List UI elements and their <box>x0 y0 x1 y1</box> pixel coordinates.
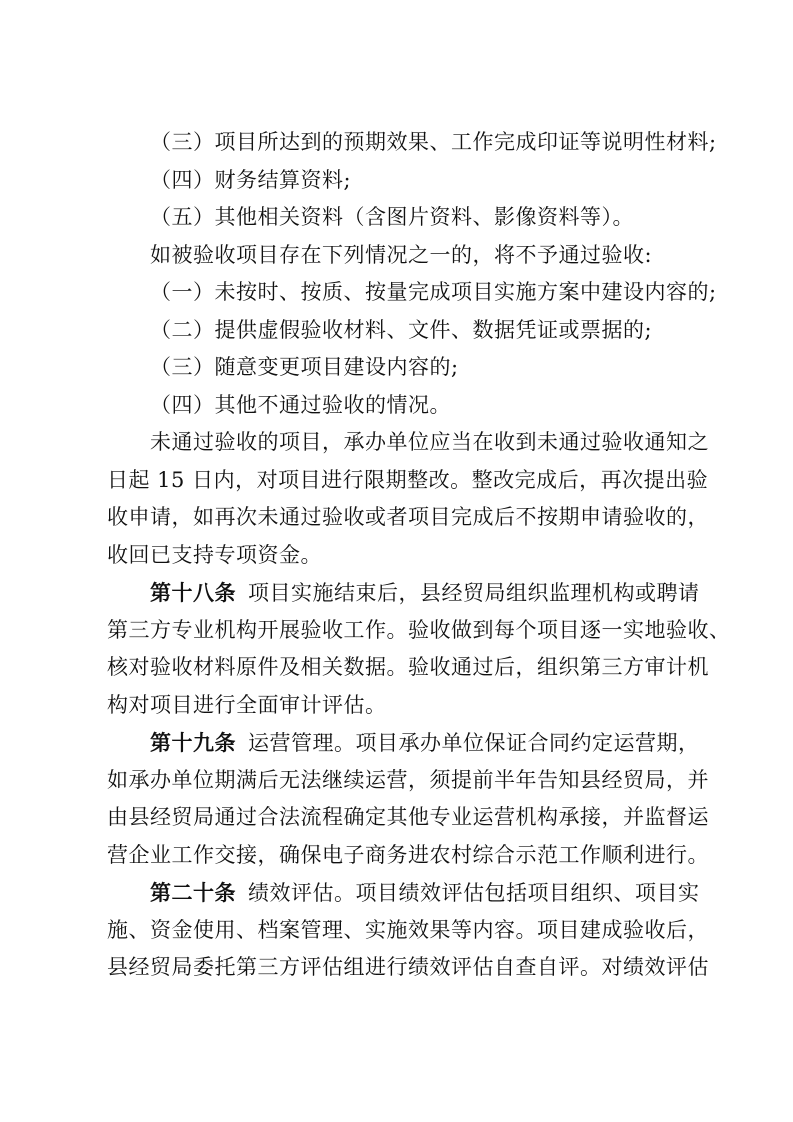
text-line <box>150 237 690 275</box>
article-heading: 第二十条 <box>150 880 236 905</box>
text-line-content: （一）未按时、按质、按量完成项目实施方案中建设内容的; <box>150 280 717 304</box>
text-line-content: 日起 15 日内，对项目进行限期整改。整改完成后，再次提出验 <box>107 467 709 492</box>
text-line-content: 运营管理。项目承办单位保证合同约定运营期， <box>248 731 700 755</box>
text-line <box>150 199 690 237</box>
text-line <box>107 462 709 500</box>
text-line-content: 由县经贸局通过合法流程确定其他专业运营机构承接，并监督运 <box>107 805 709 829</box>
article-heading: 第十九条 <box>150 730 236 755</box>
text-line <box>150 274 717 312</box>
text-line <box>107 799 709 837</box>
text-line <box>150 162 690 200</box>
text-line <box>150 349 690 387</box>
text-line <box>150 312 690 350</box>
article-19-line <box>150 724 700 762</box>
document-page <box>107 124 731 987</box>
text-line <box>107 649 709 687</box>
text-line-content: 核对验收材料原件及相关数据。验收通过后，组织第三方审计机 <box>107 655 709 679</box>
text-line <box>107 837 709 875</box>
text-line-content: 如被验收项目存在下列情况之一的，将不予通过验收: <box>150 242 653 267</box>
text-line-content: （二）提供虚假验收材料、文件、数据凭证或票据的; <box>150 317 653 342</box>
article-18-line <box>150 574 700 612</box>
text-line-content: 收申请，如再次未通过验收或者项目完成后不按期申请验收的， <box>107 505 709 529</box>
text-line <box>107 687 690 725</box>
text-line-content: 构对项目进行全面审计评估。 <box>107 692 387 717</box>
text-line-content: 如承办单位期满后无法继续运营，须提前半年告知县经贸局，并 <box>107 767 709 792</box>
text-line-content: 施、资金使用、档案管理、实施效果等内容。项目建成验收后， <box>107 917 709 942</box>
text-line-content: 收回已支持专项资金。 <box>107 542 322 567</box>
text-line <box>150 124 717 162</box>
text-line-content: 绩效评估。项目绩效评估包括项目组织、项目实 <box>248 881 700 905</box>
text-line <box>107 949 709 987</box>
text-line <box>107 912 709 950</box>
paragraph-start-line <box>150 424 709 462</box>
article-heading: 第十八条 <box>150 580 236 605</box>
text-line-content: 县经贸局委托第三方评估组进行绩效评估自查自评。对绩效评估 <box>107 955 709 979</box>
text-line <box>150 387 690 425</box>
text-line-content: （四）其他不通过验收的情况。 <box>150 392 451 417</box>
text-line-content: 营企业工作交接，确保电子商务进农村综合示范工作顺利进行。 <box>107 842 709 867</box>
text-line-content: （五）其他相关资料（含图片资料、影像资料等）。 <box>150 205 634 229</box>
text-line-content: 第三方专业机构开展验收工作。验收做到每个项目逐一实地验收、 <box>107 617 731 642</box>
text-line-content: （三）随意变更项目建设内容的; <box>150 355 459 379</box>
text-line-content: （三）项目所达到的预期效果、工作完成印证等说明性材料; <box>150 130 717 154</box>
text-line-content: 项目实施结束后，县经贸局组织监理机构或聘请 <box>248 581 700 605</box>
text-line <box>107 537 690 575</box>
text-line <box>107 499 709 537</box>
text-line <box>107 762 709 800</box>
text-line <box>107 612 731 650</box>
article-20-line <box>150 874 700 912</box>
text-line-content: 未通过验收的项目，承办单位应当在收到未通过验收通知之 <box>150 430 709 454</box>
text-line-content: （四）财务结算资料; <box>150 167 352 192</box>
